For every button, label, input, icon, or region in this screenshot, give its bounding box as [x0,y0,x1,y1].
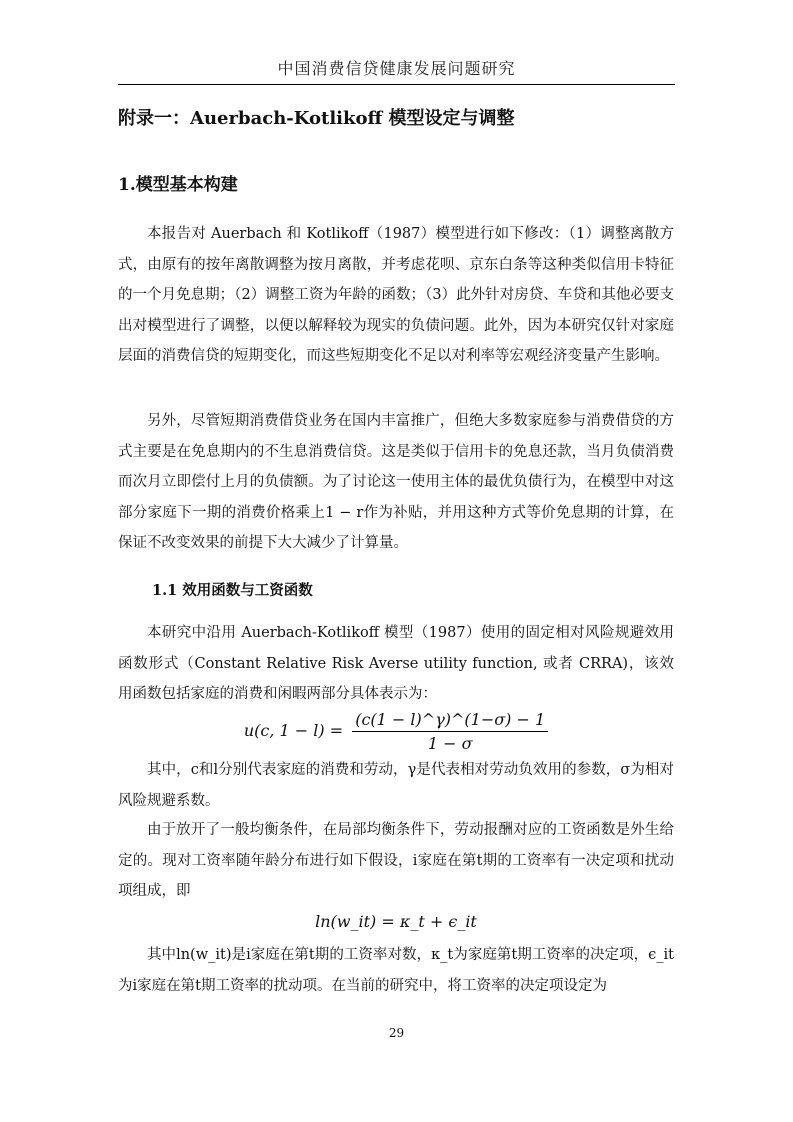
paragraph-5: 由于放开了一般均衡条件，在局部均衡条件下，劳动报酬对应的工资函数是外生给定的。现对工资率随年龄分布进行如下假设，i家庭在第t期的工资率有一决定项和扰动项组成，即 [118,822,674,899]
appendix-title: 附录一：Auerbach-Kotlikoff 模型设定与调整 [118,108,515,129]
wage-equation: ln(w_it) = κ_t + ϵ_it [315,912,477,931]
utility-eq-numerator: (c(1 − l)^γ)^(1−σ) − 1 [352,710,548,732]
paragraph-3: 本研究中沿用 Auerbach-Kotlikoff 模型（1987）使用的固定相对风险规避效用函数形式（Constant Relative Risk Averse utility function, 或者 CRRA)，该效用函数包括家庭的消费和闲暇两部分具体表示为： [118,625,674,702]
paragraph-4: 其中，c和l分别代表家庭的消费和劳动，γ是代表相对劳动负效用的参数，σ为相对风险规避系数。 [118,762,674,809]
paragraph-1: 本报告对 Auerbach 和 Kotlikoff（1987）模型进行如下修改：（1）调整离散方式，由原有的按年离散调整为按月离散，并考虑花呗、京东白条等这种类似信用卡特征的一个月免息期；（2）调整工资为年龄的函数；（3）此外针对房贷、车贷和其他必要支出对模型进行了调整，以便以解释较为现实的负债问题。此外，因为本研究仅针对家庭层面的消费信贷的短期变化，而这些短期变化不足以对利率等宏观经济变量产生影响。 [118,226,674,364]
header-rule [118,84,675,85]
utility-eq-fraction [352,710,548,753]
page-number: 29 [388,1026,405,1040]
paragraph-6: 其中ln(w_it)是i家庭在第t期的工资率对数，κ_t为家庭第t期工资率的决定项，ϵ_it为i家庭在第t期工资率的扰动项。在当前的研究中，将工资率的决定项设定为 [118,947,674,994]
subsection-title: 1.1 效用函数与工资函数 [152,582,313,599]
utility-eq-denominator: 1 − σ [427,734,473,753]
paragraph-2: 另外，尽管短期消费借贷业务在国内丰富推广，但绝大多数家庭参与消费借贷的方式主要是在免息期内的不生息消费信贷。这是类似于信用卡的免息还款，当月负债消费而次月立即偿付上月的负债额。为了讨论这一使用主体的最优负债行为，在模型中对这部分家庭下一期的消费价格乘上1 − r作为补贴，并用这种方式等价免息期的计算，在保证不改变效果的前提下大大减少了计算量。 [118,413,674,551]
section-title: 1.模型基本构建 [118,175,238,195]
utility-eq-lhs: u(c, 1 − l) = [243,721,344,740]
running-header: 中国消费信贷健康发展问题研究 [277,59,516,78]
utility-equation [118,710,674,753]
